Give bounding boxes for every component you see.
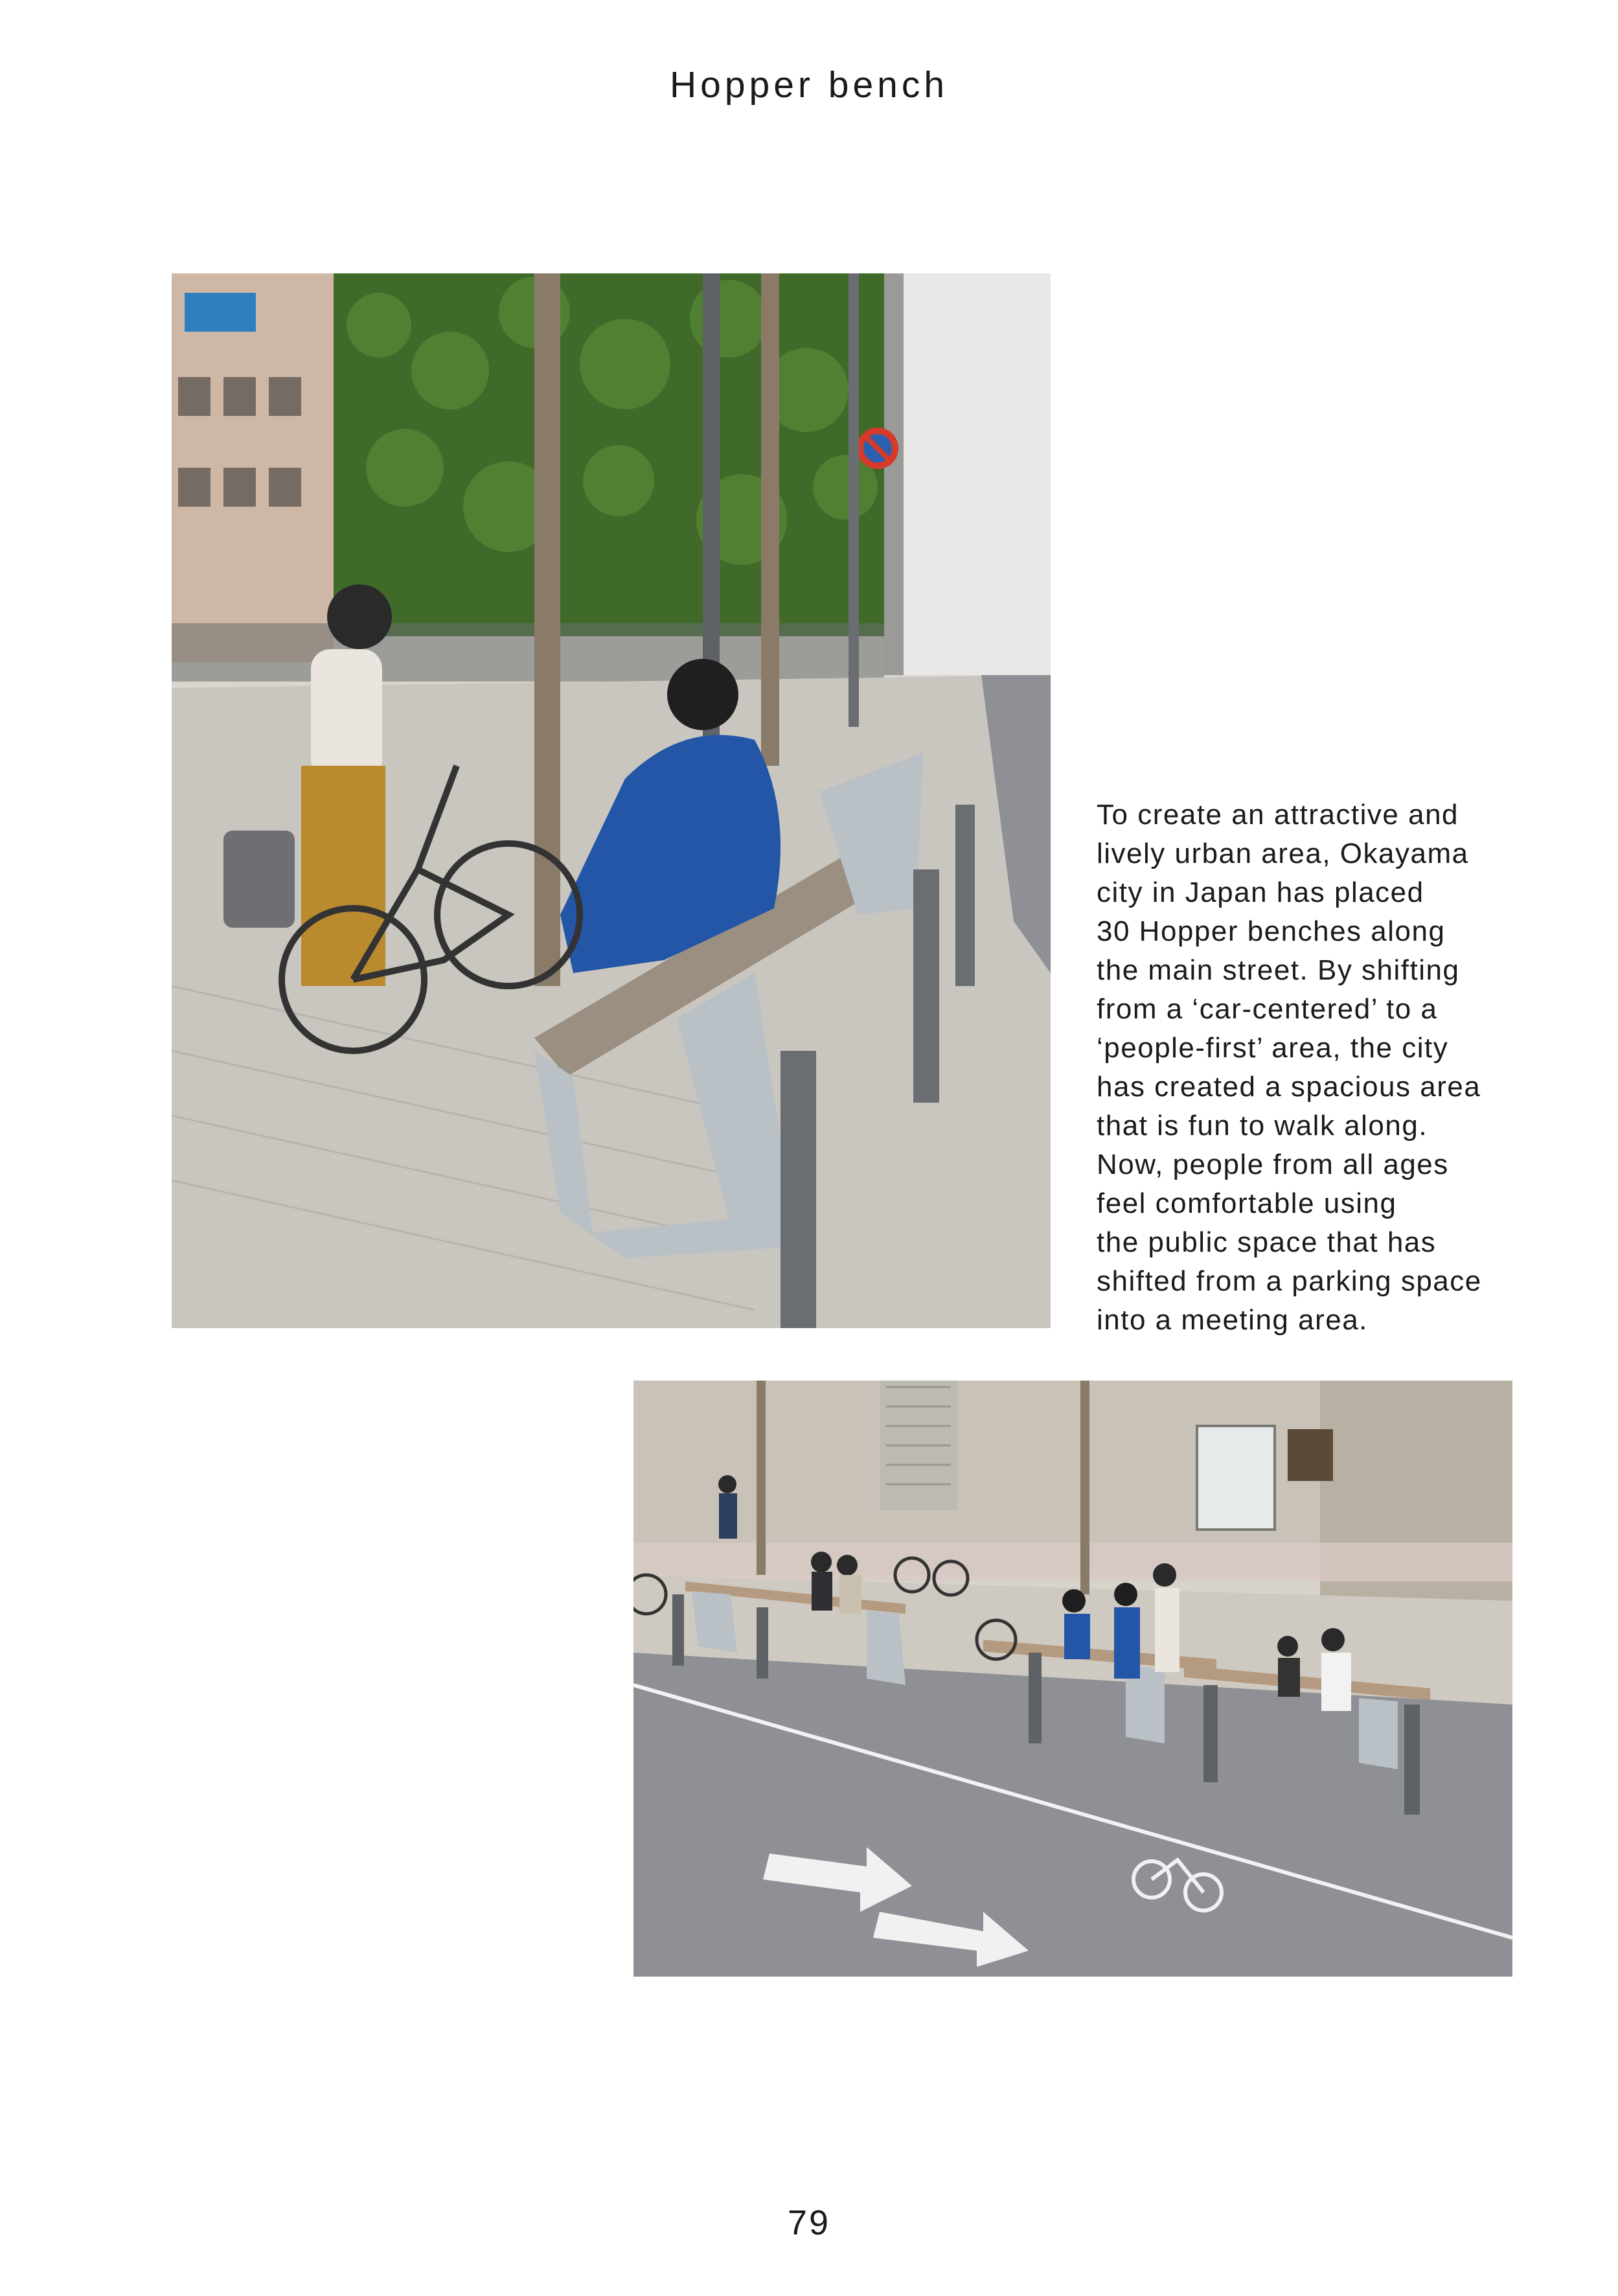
body-line: feel comfortable using <box>1097 1188 1397 1219</box>
person-standing-trousers <box>301 766 385 986</box>
person-standing-head <box>327 584 392 649</box>
body-line: 30 Hopper benches along <box>1097 915 1446 947</box>
body-line: lively urban area, Okayama <box>1097 838 1469 869</box>
body-line: the public space that has <box>1097 1226 1437 1258</box>
bollard <box>781 1051 816 1328</box>
person-seated-head <box>667 659 738 730</box>
page-number: 79 <box>787 2203 831 2242</box>
body-line: Now, people from all ages <box>1097 1149 1449 1180</box>
body-line: that is fun to walk along. <box>1097 1110 1428 1142</box>
photo-street-bench-conversation <box>172 273 1051 1328</box>
body-paragraph <box>1097 796 1563 1340</box>
building-right <box>884 273 1051 675</box>
body-line: city in Japan has placed <box>1097 877 1424 908</box>
blue-sign <box>185 293 256 332</box>
body-line: the main street. By shifting <box>1097 954 1460 986</box>
body-line: into a meeting area. <box>1097 1304 1368 1336</box>
photo-benches-along-street <box>633 1381 1512 1977</box>
notice-board <box>1197 1426 1275 1530</box>
mirror <box>1288 1429 1333 1481</box>
body-line: ‘people-first’ area, the city <box>1097 1032 1449 1064</box>
body-line: has created a spacious area <box>1097 1071 1481 1103</box>
body-line: To create an attractive and <box>1097 799 1459 831</box>
body-line: from a ‘car-centered’ to a <box>1097 993 1438 1025</box>
body-line: shifted from a parking space <box>1097 1265 1482 1297</box>
tree-trunk <box>534 273 560 986</box>
page-title: Hopper bench <box>669 64 949 106</box>
